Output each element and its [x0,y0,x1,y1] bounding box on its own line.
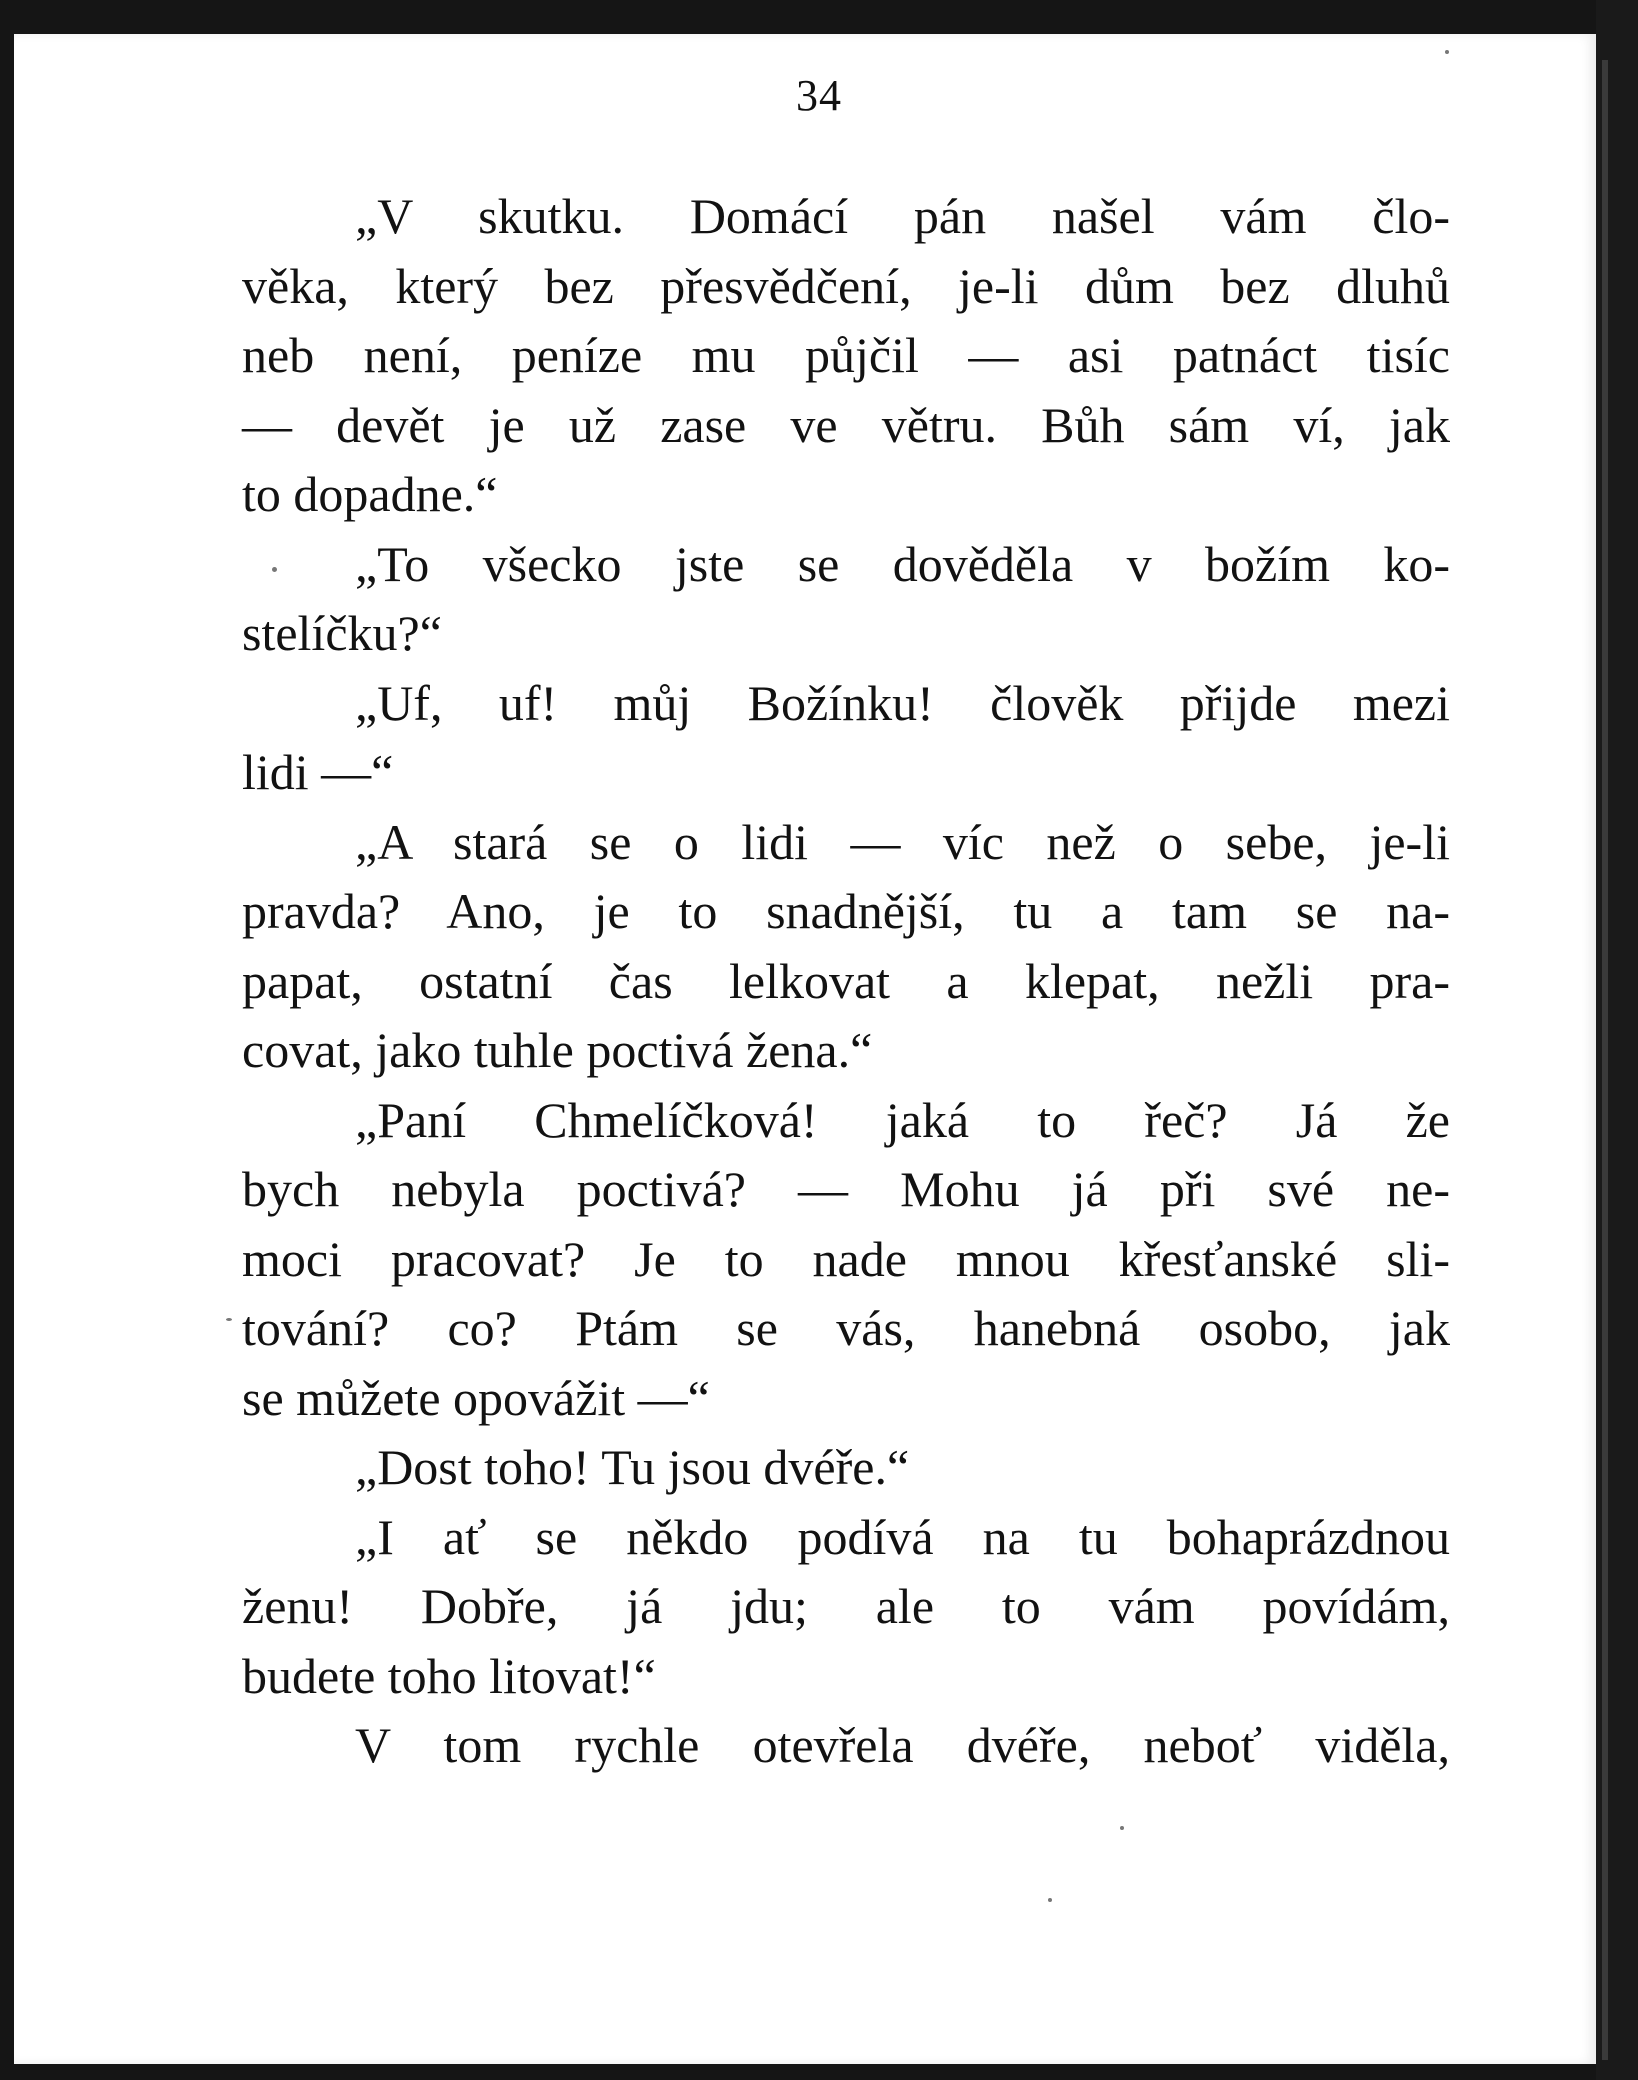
text-line: „Paní Chmelíčková! jaká to řeč? Já že [355,1091,1450,1148]
page-number: 34 [796,71,842,120]
text-line: „I ať se někdo podívá na tu bohaprázdnou [355,1508,1450,1565]
text-line: bych nebyla poctivá? — Mohu já při své ne- [242,1161,1450,1217]
text-line: neb není, peníze mu půjčil — asi patnáct tisíc [242,327,1450,383]
text-line: se můžete opovážit —“ [242,1369,710,1426]
text-line: — devět je už zase ve větru. Bůh sám ví, jak [242,396,1450,453]
text-line: papat, ostatní čas lelkovat a klepat, nežli pra- [242,952,1450,1009]
text-line: ženu! Dobře, já jdu; ale to vám povídám, [242,1578,1450,1634]
text-line: „Dost toho! Tu jsou dvéře.“ [355,1439,910,1495]
text-line: stelíčku?“ [242,605,442,661]
text-line: „A stará se o lidi — víc než o sebe, je-li [355,813,1450,870]
text-line: „V skutku. Domácí pán našel vám člo- [355,188,1450,244]
scan-speck [1445,50,1449,54]
text-line: pravda? Ano, je to snadnější, tu a tam se na- [242,883,1450,939]
text-line: tování? co? Ptám se vás, hanebná osobo, jak [242,1300,1450,1356]
scan-speck [1120,1826,1124,1830]
text-line: moci pracovat? Je to nade mnou křesťanské sli- [242,1230,1450,1287]
scan-speck [1048,1898,1052,1902]
text-line: budete toho litovat!“ [242,1647,656,1704]
scan-speck [226,1318,232,1321]
page-edge-line [1602,60,1608,2060]
text-line: „To všecko jste se dověděla v božím ko- [355,535,1450,592]
text-line: to dopadne.“ [242,466,498,522]
body-text [242,182,1450,1781]
text-line: V tom rychle otevřela dvéře, neboť viděla, [355,1717,1450,1773]
text-line: lidi —“ [242,744,394,800]
text-line: covat, jako tuhle poctivá žena.“ [242,1022,873,1078]
page-edge-shadow [1596,0,1638,2080]
text-line: „Uf, uf! můj Božínku! člověk přijde mezi [355,674,1450,731]
text-line: věka, který bez přesvědčení, je-li dům bez dluhů [242,257,1450,314]
